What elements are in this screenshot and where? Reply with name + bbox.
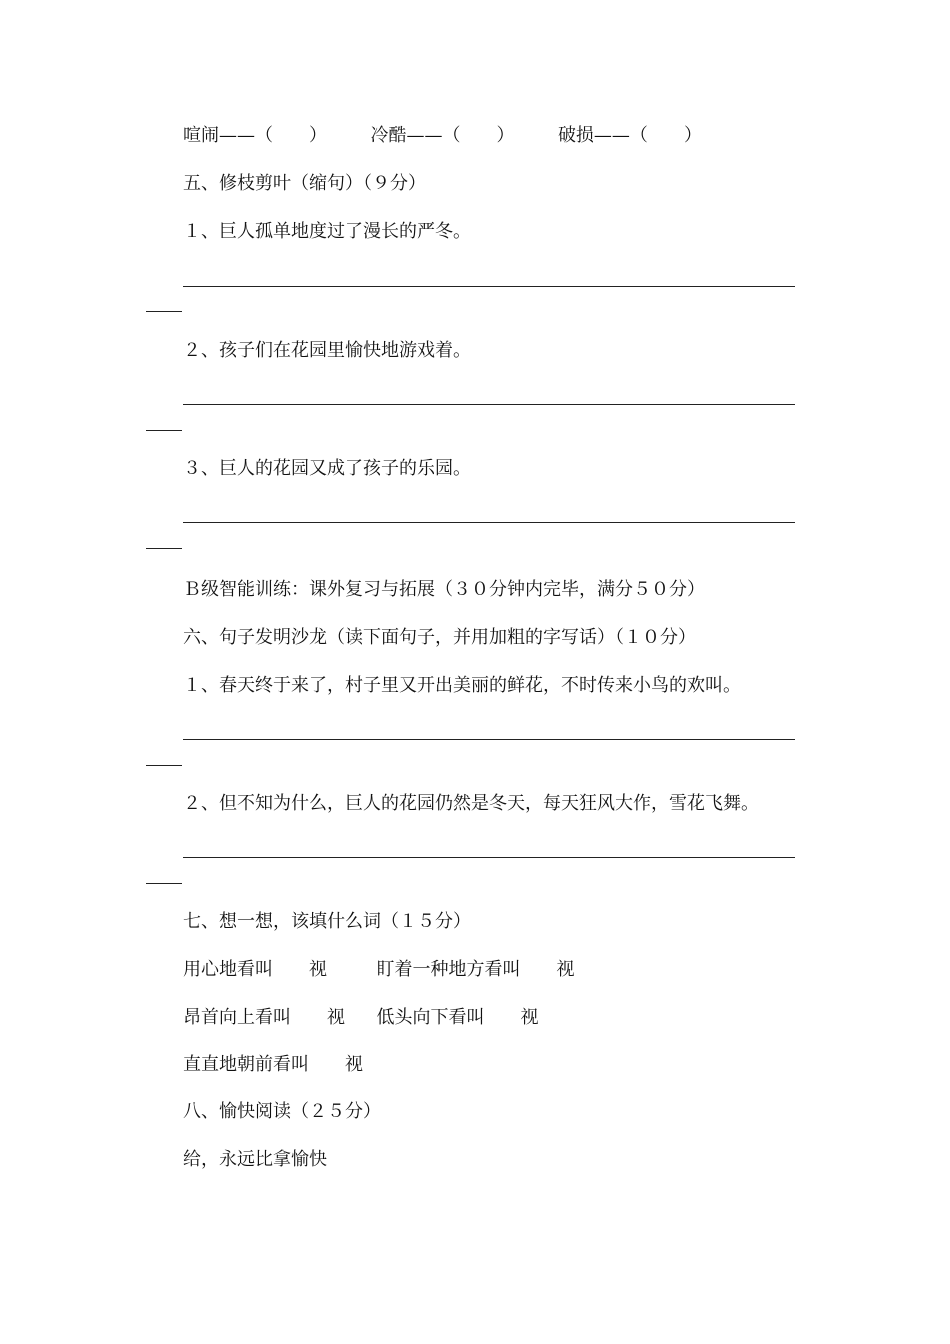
answer-line-continuation <box>146 548 182 549</box>
fill-prompt: 直直地朝前看叫 <box>183 1054 309 1075</box>
antonym-row <box>183 124 702 148</box>
answer-line[interactable] <box>183 739 795 740</box>
section8-heading: 八、愉快阅读（２５分） <box>183 1101 381 1122</box>
answer-line[interactable] <box>183 404 795 405</box>
section7-heading: 七、想一想，该填什么词（１５分） <box>183 911 471 932</box>
section5-heading: 五、修枝剪叶（缩句）（９分） <box>183 173 426 194</box>
section7-row-1 <box>183 958 574 982</box>
antonym-item-1: 喧闹——（ <box>183 125 273 146</box>
antonym-close-3: ） <box>683 125 702 146</box>
answer-line-continuation <box>146 430 182 431</box>
answer-line[interactable] <box>183 286 795 287</box>
section5-item-3: ３、巨人的花园又成了孩子的乐园。 <box>183 458 471 479</box>
section6-heading: 六、句子发明沙龙（读下面句子，并用加粗的字写话）（１０分） <box>183 627 696 648</box>
section6-item-2: ２、但不知为什么，巨人的花园仍然是冬天，每天狂风大作，雪花飞舞。 <box>183 793 759 814</box>
fill-prompt: 低头向下看叫 <box>376 1007 485 1028</box>
answer-line-continuation <box>146 765 182 766</box>
answer-line[interactable] <box>183 857 795 858</box>
section7-row-2 <box>183 1006 538 1030</box>
antonym-close-2: ） <box>496 125 515 146</box>
answer-line-continuation <box>146 311 182 312</box>
fill-suffix: 视 <box>345 1054 363 1075</box>
antonym-item-3: 破损——（ <box>557 125 648 146</box>
fill-suffix: 视 <box>327 1007 345 1028</box>
fill-prompt: 盯着一种地方看叫 <box>376 959 521 980</box>
section5-item-1: １、巨人孤单地度过了漫长的严冬。 <box>183 221 471 242</box>
section5-item-2: ２、孩子们在花园里愉快地游戏着。 <box>183 340 471 361</box>
level-b-heading: Ｂ级智能训练：课外复习与拓展（３０分钟内完毕，满分５０分） <box>183 579 705 600</box>
fill-suffix: 视 <box>309 959 327 980</box>
reading-title: 给，永远比拿愉快 <box>183 1149 327 1170</box>
section7-row-3 <box>183 1053 363 1077</box>
section6-item-1: １、春天终于来了，村子里又开出美丽的鲜花，不时传来小鸟的欢叫。 <box>183 675 741 696</box>
answer-line-continuation <box>146 883 182 884</box>
antonym-item-2: 冷酷——（ <box>370 125 461 146</box>
antonym-close-1: ） <box>309 125 327 146</box>
fill-suffix: 视 <box>556 959 575 980</box>
fill-suffix: 视 <box>520 1007 539 1028</box>
answer-line[interactable] <box>183 522 795 523</box>
fill-prompt: 用心地看叫 <box>183 959 273 980</box>
fill-prompt: 昂首向上看叫 <box>183 1007 291 1028</box>
